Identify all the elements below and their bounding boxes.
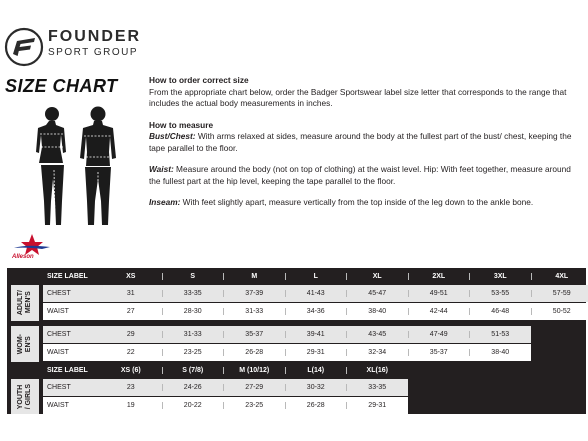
row-label: WAIST [47, 308, 69, 315]
waist-value-cell: 50-52 [531, 308, 588, 315]
adult-size-label-header: SIZE LABEL [47, 273, 88, 280]
chest-value-cell: 51-53 [469, 331, 531, 338]
waist-value-cell: 22 [126, 349, 135, 356]
bust-instruction [149, 131, 579, 154]
female-figure-icon [36, 107, 66, 225]
chest-value-cell: 49-51 [408, 290, 470, 297]
size-header-cell: L [285, 273, 347, 280]
waist-value-cell: 31-33 [223, 308, 285, 315]
youth-size-label-header: SIZE LABEL [47, 367, 88, 374]
youth-chest-row [43, 379, 408, 396]
instructions [149, 75, 579, 219]
inseam-text: With feet slightly apart, measure vertically from the top inside of the leg down to the ankle bone. [180, 197, 534, 207]
chest-value-cell: 35-37 [223, 331, 285, 338]
row-label: WAIST [47, 402, 69, 409]
body-measurement-figures [24, 104, 124, 228]
size-header-cell: 4XL [531, 273, 588, 280]
chest-value-cell: 41-43 [285, 290, 347, 297]
size-header-cell: S (7/8) [162, 367, 224, 374]
waist-value-cell: 35-37 [408, 349, 470, 356]
inseam-term: Inseam: [149, 197, 181, 207]
youth-group-text: YOUTH / GIRLS [17, 383, 32, 410]
youth-group-label [11, 379, 39, 414]
chest-value-cell: 37-39 [223, 290, 285, 297]
row-label: CHEST [47, 384, 71, 391]
order-text: From the appropriate chart below, order the Badger Sportswear label size letter that corresponds to the range that includes the actual body measurements in inches. [149, 86, 567, 108]
row-label: CHEST [47, 331, 71, 338]
waist-value-cell: 34-36 [285, 308, 347, 315]
logo-subtitle: SPORT GROUP [48, 47, 139, 58]
adult-group-text: ADULT/ MEN'S [17, 290, 32, 316]
brand-name: Alleson [12, 254, 34, 260]
chest-value-cell: 45-47 [346, 290, 408, 297]
size-header-cell: L(14) [285, 367, 347, 374]
youth-header-row [43, 362, 408, 379]
chest-value-cell: 43-45 [346, 331, 408, 338]
size-header-cell: XS (6) [120, 367, 141, 374]
inseam-instruction [149, 197, 579, 209]
founder-logo [4, 24, 142, 70]
size-header-cell: S [162, 273, 224, 280]
row-label: WAIST [47, 349, 69, 356]
measure-heading: How to measure [149, 119, 214, 130]
women-group-text: WOM- EN'S [17, 333, 32, 355]
page-title: SIZE CHART [5, 76, 118, 96]
chest-value-cell: 23 [126, 384, 135, 391]
chest-value-cell: 33-35 [162, 290, 224, 297]
chest-value-cell: 30-32 [285, 384, 347, 391]
waist-value-cell: 26-28 [223, 349, 285, 356]
waist-value-cell: 23-25 [223, 402, 285, 409]
youth-waist-row [43, 397, 408, 414]
adult-waist-row [43, 303, 588, 320]
waist-text: Measure around the body (not on top of clothing) at the waist level. Hip: With feet together, measure around the fullest part at the hip level, keeping the tape parallel to the floor. [149, 164, 571, 186]
size-header-cell: XL(16) [346, 367, 408, 374]
size-header-cell: 2XL [408, 273, 470, 280]
founder-logo-icon [4, 27, 44, 67]
waist-value-cell: 46-48 [469, 308, 531, 315]
waist-value-cell: 26-28 [285, 402, 347, 409]
size-header-cell: 3XL [469, 273, 531, 280]
chest-value-cell: 29 [126, 331, 135, 338]
size-header-cell: XS [126, 273, 136, 280]
chest-value-cell: 57-59 [531, 290, 588, 297]
chest-value-cell: 27-29 [223, 384, 285, 391]
waist-value-cell: 19 [126, 402, 135, 409]
chest-value-cell: 31 [126, 290, 135, 297]
waist-value-cell: 20-22 [162, 402, 224, 409]
waist-value-cell: 38-40 [346, 308, 408, 315]
women-chest-row [43, 326, 531, 343]
size-header-cell: M (10/12) [223, 367, 285, 374]
waist-value-cell: 42-44 [408, 308, 470, 315]
women-waist-row [43, 344, 531, 361]
size-header-cell: XL [346, 273, 408, 280]
size-chart-table [7, 268, 586, 414]
chest-value-cell: 24-26 [162, 384, 224, 391]
logo-name: FOUNDER [48, 28, 142, 45]
waist-value-cell: 38-40 [469, 349, 531, 356]
bust-text: With arms relaxed at sides, measure around the body at the fullest part of the bust/ chest, keeping the tape parallel to the floor. [149, 131, 572, 153]
adult-header-row [43, 268, 588, 285]
waist-value-cell: 32-34 [346, 349, 408, 356]
waist-instruction [149, 164, 579, 187]
size-header-cell: M [223, 273, 285, 280]
waist-value-cell: 28-30 [162, 308, 224, 315]
chest-value-cell: 31-33 [162, 331, 224, 338]
chest-value-cell: 39-41 [285, 331, 347, 338]
row-label: CHEST [47, 290, 71, 297]
chest-value-cell: 33-35 [346, 384, 408, 391]
waist-value-cell: 29-31 [285, 349, 347, 356]
adult-group-label [11, 285, 39, 321]
waist-value-cell: 29-31 [346, 402, 408, 409]
women-group-label [11, 326, 39, 362]
adult-chest-row [43, 285, 588, 302]
order-heading: How to order correct size [149, 75, 249, 85]
chest-value-cell: 53-55 [469, 290, 531, 297]
waist-term: Waist: [149, 164, 174, 174]
bust-term: Bust/Chest: [149, 131, 196, 141]
waist-value-cell: 23-25 [162, 349, 224, 356]
waist-value-cell: 27 [126, 308, 135, 315]
chest-value-cell: 47-49 [408, 331, 470, 338]
